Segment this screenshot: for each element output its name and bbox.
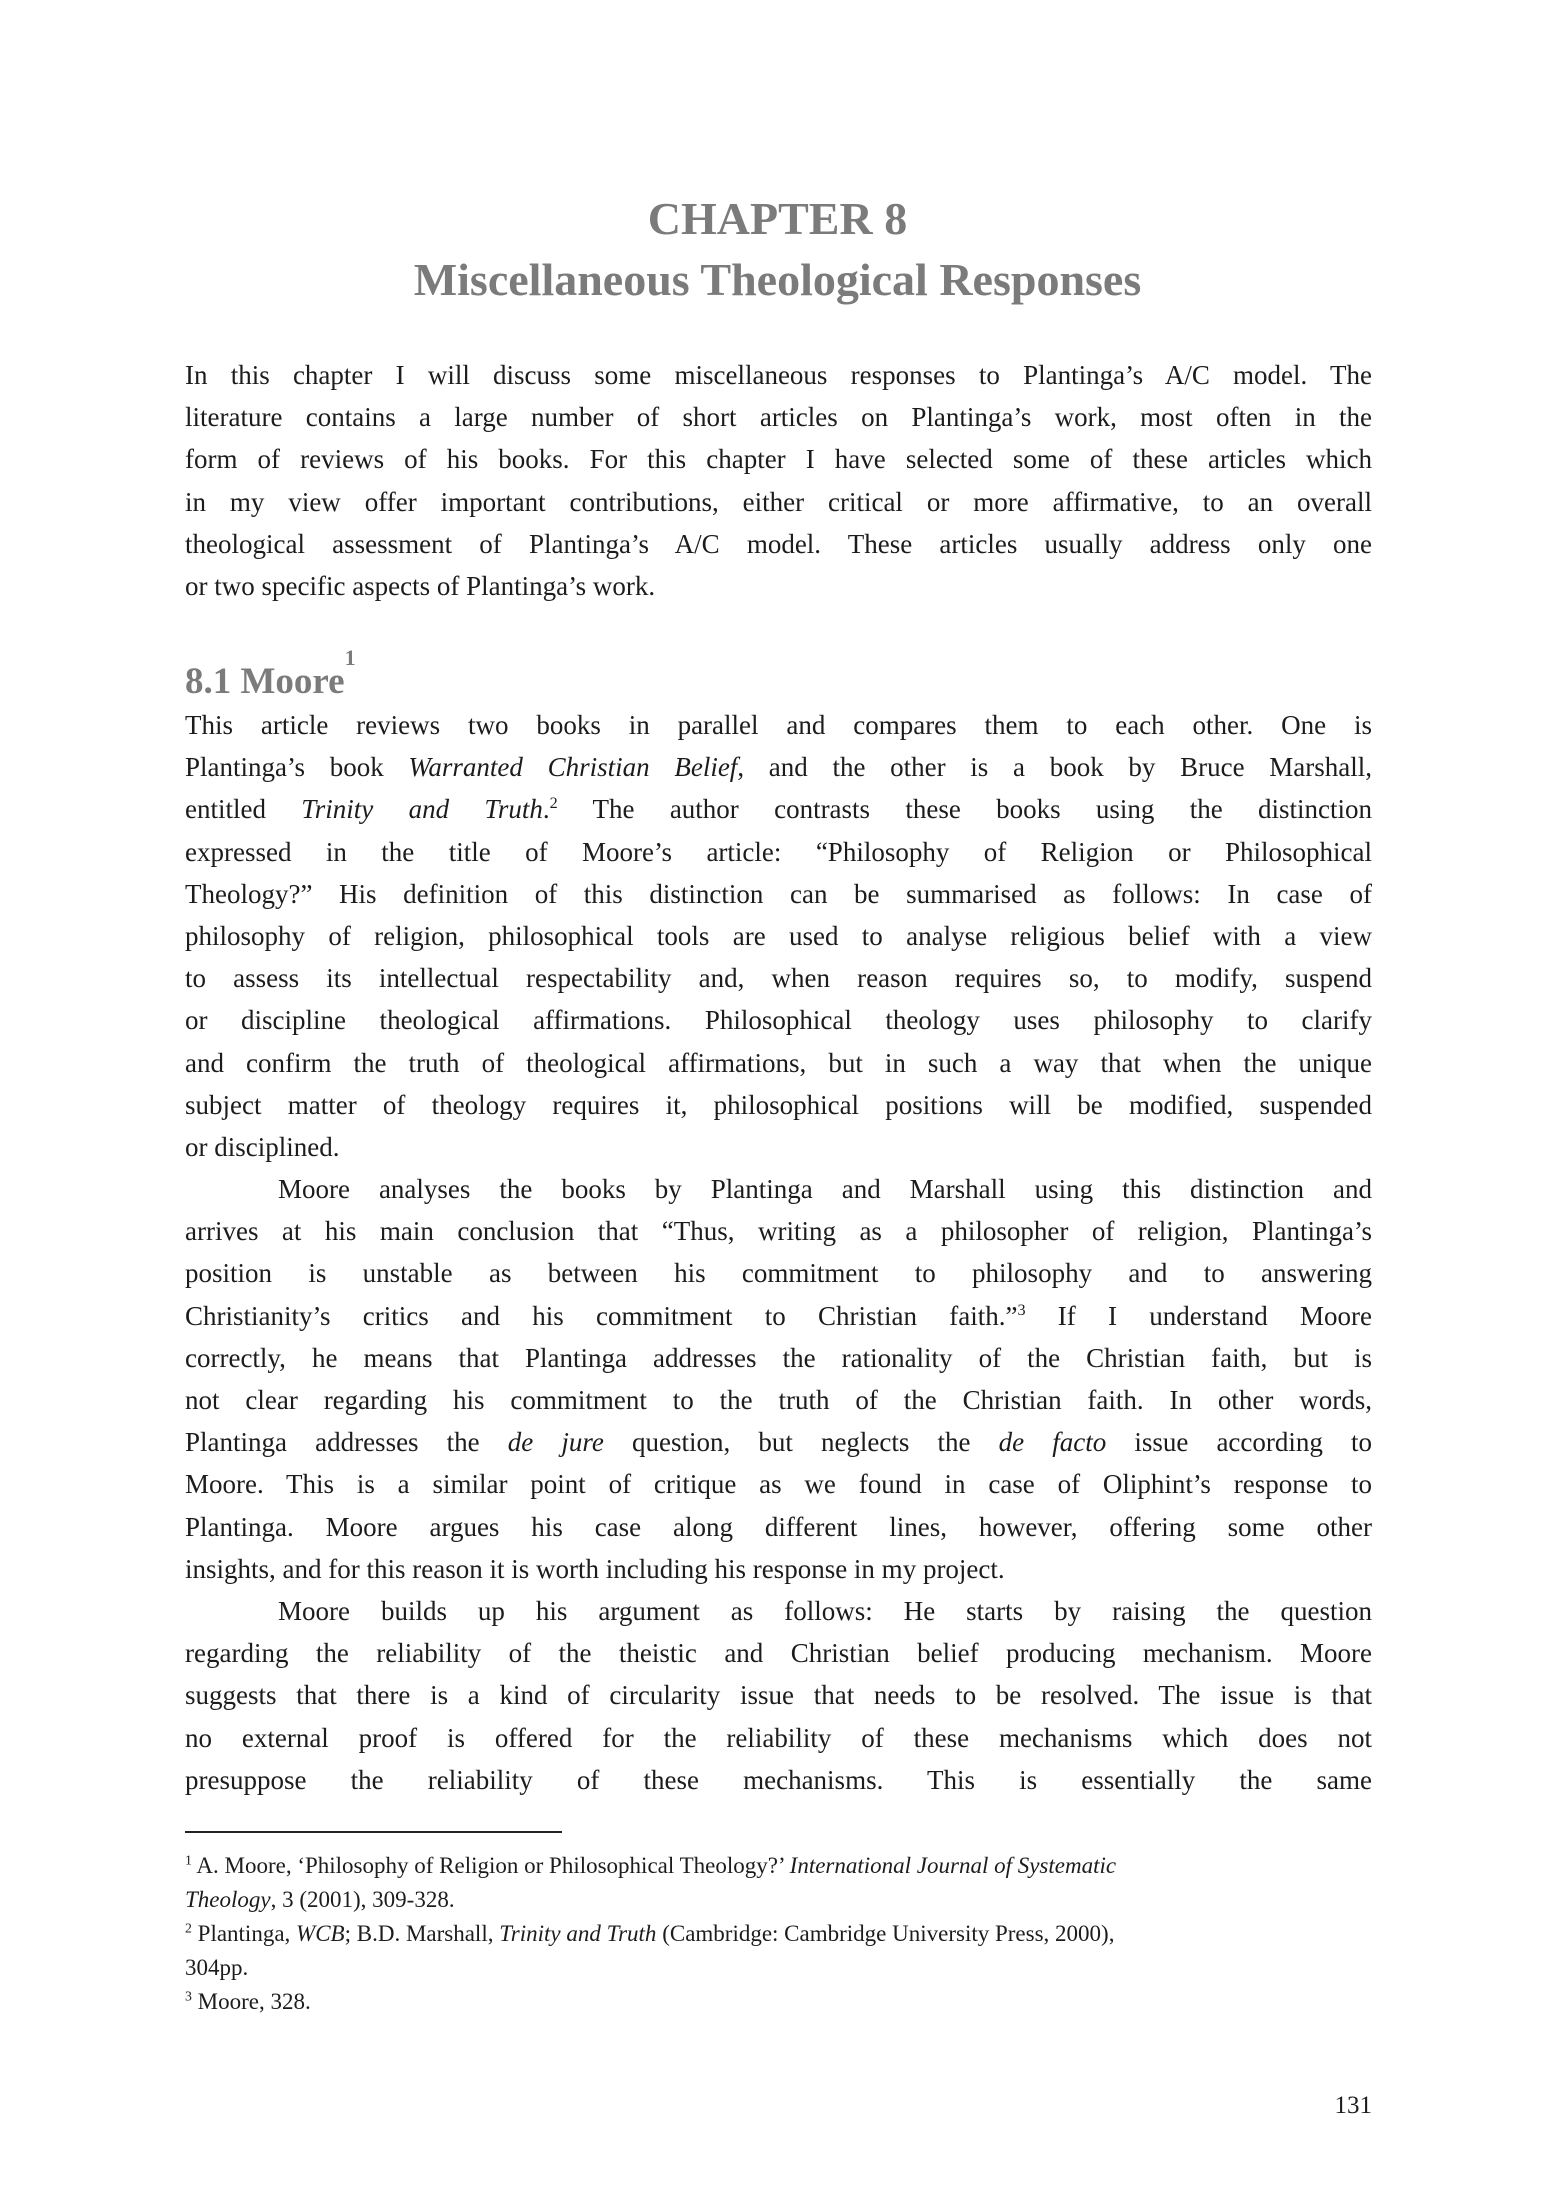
footnote-separator bbox=[185, 1831, 562, 1833]
text-run: issue according to bbox=[1106, 1427, 1372, 1458]
text-line bbox=[185, 481, 1372, 523]
footnote-ref[interactable]: 1 bbox=[185, 1852, 192, 1868]
text-line bbox=[185, 788, 1372, 830]
text-line bbox=[185, 1421, 1372, 1463]
text-run: Plantinga, bbox=[191, 1921, 297, 1946]
chapter-title: Miscellaneous Theological Responses bbox=[413, 254, 1142, 305]
text-run: literature contains a large number of short articles on Plantinga’s work, most often in the bbox=[185, 402, 1372, 433]
text-run: This article reviews two books in parallel and compares them to each other. One is bbox=[185, 710, 1372, 740]
italic-text: de facto bbox=[998, 1427, 1107, 1458]
text-run: 304pp. bbox=[185, 1955, 249, 1980]
text-run: Plantinga. Moore argues his case along different lines, however, offering some other bbox=[185, 1511, 1372, 1542]
footnote-line bbox=[185, 1849, 1372, 1883]
text-run: arrives at his main conclusion that “Thus, writing as a philosopher of religion, Plantinga’s bbox=[185, 1216, 1372, 1247]
text-run: Moore, 328. bbox=[191, 1989, 311, 2014]
text-line bbox=[185, 1548, 1372, 1590]
text-line bbox=[185, 1379, 1372, 1421]
text-run: suggests that there is a kind of circularity issue that needs to be resolved. The issue is that bbox=[185, 1680, 1372, 1711]
text-run: to assess its intellectual respectability and, when reason requires so, to modify, suspend bbox=[185, 963, 1372, 994]
text-run: . bbox=[542, 794, 550, 825]
text-run: or discipline theological affirmations. Philosophical theology uses philosophy to clarify bbox=[185, 1005, 1372, 1036]
text-run: , 3 (2001), 309-328. bbox=[270, 1887, 455, 1912]
text-run: or disciplined. bbox=[185, 1131, 340, 1162]
text-run: subject matter of theology requires it, philosophical positions will be modified, suspended bbox=[185, 1089, 1372, 1120]
text-line bbox=[185, 1674, 1372, 1716]
text-run: , and the other is a book by Bruce Marshall, bbox=[737, 752, 1372, 783]
italic-text: Trinity and Truth bbox=[301, 794, 543, 825]
text-run: If I understand Moore bbox=[1025, 1300, 1372, 1331]
text-line bbox=[185, 915, 1372, 957]
footnote-ref[interactable]: 2 bbox=[185, 1920, 192, 1936]
text-run: regarding the reliability of the theistic and Christian belief producing mechanism. Moore bbox=[185, 1638, 1372, 1669]
text-run: form of reviews of his books. For this chapter I have selected some of these articles which bbox=[185, 444, 1372, 475]
text-line bbox=[185, 999, 1372, 1041]
footnote-ref[interactable]: 2 bbox=[549, 794, 558, 813]
text-line bbox=[185, 1759, 1372, 1801]
text-run: or two specific aspects of Plantinga’s work. bbox=[185, 570, 656, 601]
text-run: not clear regarding his commitment to the truth of the Christian faith. In other words, bbox=[185, 1385, 1372, 1415]
text-line bbox=[185, 1084, 1372, 1126]
italic-text: Trinity and Truth bbox=[499, 1921, 657, 1946]
text-line bbox=[185, 1632, 1372, 1674]
text-line bbox=[185, 873, 1372, 915]
section-heading bbox=[185, 645, 356, 704]
text-run: Theology?” His definition of this distinction can be summarised as follows: In case of bbox=[185, 878, 1372, 909]
body-text bbox=[185, 704, 1372, 1801]
footnote-line bbox=[185, 1951, 1372, 1985]
intro-paragraph bbox=[185, 354, 1372, 607]
footnotes bbox=[185, 1849, 1372, 2019]
text-run: no external proof is offered for the reliability of these mechanisms which does not bbox=[185, 1722, 1372, 1753]
text-line bbox=[185, 1506, 1372, 1548]
text-run: expressed in the title of Moore’s article: “Philosophy of Religion or Philosophical bbox=[185, 836, 1372, 867]
text-run: Moore analyses the books by Plantinga and Marshall using this distinction and bbox=[278, 1174, 1372, 1205]
text-line bbox=[185, 438, 1372, 480]
footnote-line bbox=[185, 1883, 1372, 1917]
italic-text: WCB bbox=[296, 1921, 345, 1946]
text-run: Christianity’s critics and his commitment to Christian faith.” bbox=[185, 1300, 1018, 1331]
text-run: The author contrasts these books using the distinction bbox=[557, 794, 1372, 825]
text-run: question, but neglects the bbox=[603, 1427, 999, 1458]
text-run: correctly, he means that Plantinga addresses the rationality of the Christian faith, but is bbox=[185, 1342, 1372, 1373]
text-run: in my view offer important contributions, either critical or more affirmative, to an overall bbox=[185, 486, 1372, 517]
footnote-line bbox=[185, 1985, 1372, 2019]
text-line bbox=[185, 831, 1372, 873]
italic-text: de jure bbox=[507, 1427, 604, 1458]
text-line bbox=[185, 396, 1372, 438]
text-line bbox=[185, 1463, 1372, 1505]
text-run: (Cambridge: Cambridge University Press, 2000), bbox=[656, 1921, 1115, 1946]
text-run: position is unstable as between his commitment to philosophy and to answering bbox=[185, 1258, 1372, 1289]
text-line bbox=[185, 354, 1372, 396]
text-run: insights, and for this reason it is worth including his response in my project. bbox=[185, 1553, 1005, 1584]
text-run: Plantinga addresses the bbox=[185, 1427, 508, 1458]
section-title: 8.1 Moore bbox=[185, 661, 345, 702]
text-line bbox=[185, 746, 1372, 788]
text-line bbox=[185, 1717, 1372, 1759]
text-line bbox=[185, 1126, 1372, 1168]
text-line bbox=[185, 1252, 1372, 1294]
chapter-number: CHAPTER 8 bbox=[647, 193, 908, 244]
text-run: entitled bbox=[185, 794, 302, 825]
footnote-ref[interactable]: 3 bbox=[1017, 1300, 1026, 1319]
text-line bbox=[185, 1337, 1372, 1379]
text-line bbox=[185, 1590, 1372, 1632]
text-run: In this chapter I will discuss some miscellaneous responses to Plantinga’s A/C model. The bbox=[185, 360, 1372, 390]
text-line bbox=[185, 523, 1372, 565]
footnote-ref[interactable]: 1 bbox=[344, 645, 356, 670]
text-run: philosophy of religion, philosophical tools are used to analyse religious belief with a view bbox=[185, 920, 1372, 951]
text-line bbox=[185, 565, 1372, 607]
text-line bbox=[185, 1042, 1372, 1084]
text-run: Moore builds up his argument as follows: He starts by raising the question bbox=[278, 1595, 1372, 1626]
text-line bbox=[185, 1168, 1372, 1210]
text-run: presuppose the reliability of these mechanisms. This is essentially the same bbox=[185, 1764, 1372, 1795]
footnote-line bbox=[185, 1917, 1372, 1951]
text-run: Moore. This is a similar point of critique as we found in case of Oliphint’s response to bbox=[185, 1469, 1372, 1500]
text-run: Plantinga’s book bbox=[185, 752, 409, 783]
text-run: and confirm the truth of theological affirmations, but in such a way that when the unique bbox=[185, 1047, 1372, 1078]
text-line bbox=[185, 957, 1372, 999]
italic-text: Warranted Christian Belief bbox=[408, 752, 738, 783]
italic-text: International Journal of Systematic bbox=[789, 1853, 1117, 1878]
italic-text: Theology bbox=[185, 1887, 271, 1912]
footnote-ref[interactable]: 3 bbox=[185, 1988, 192, 2004]
text-run: theological assessment of Plantinga’s A/C model. These articles usually address only one bbox=[185, 528, 1372, 559]
text-run: A. Moore, ‘Philosophy of Religion or Philosophical Theology?’ bbox=[191, 1853, 790, 1878]
text-run: ; B.D. Marshall, bbox=[344, 1921, 500, 1946]
text-line bbox=[185, 1210, 1372, 1252]
text-line bbox=[185, 1295, 1372, 1337]
text-line bbox=[185, 704, 1372, 746]
page-number: 131 bbox=[1334, 2092, 1372, 2119]
